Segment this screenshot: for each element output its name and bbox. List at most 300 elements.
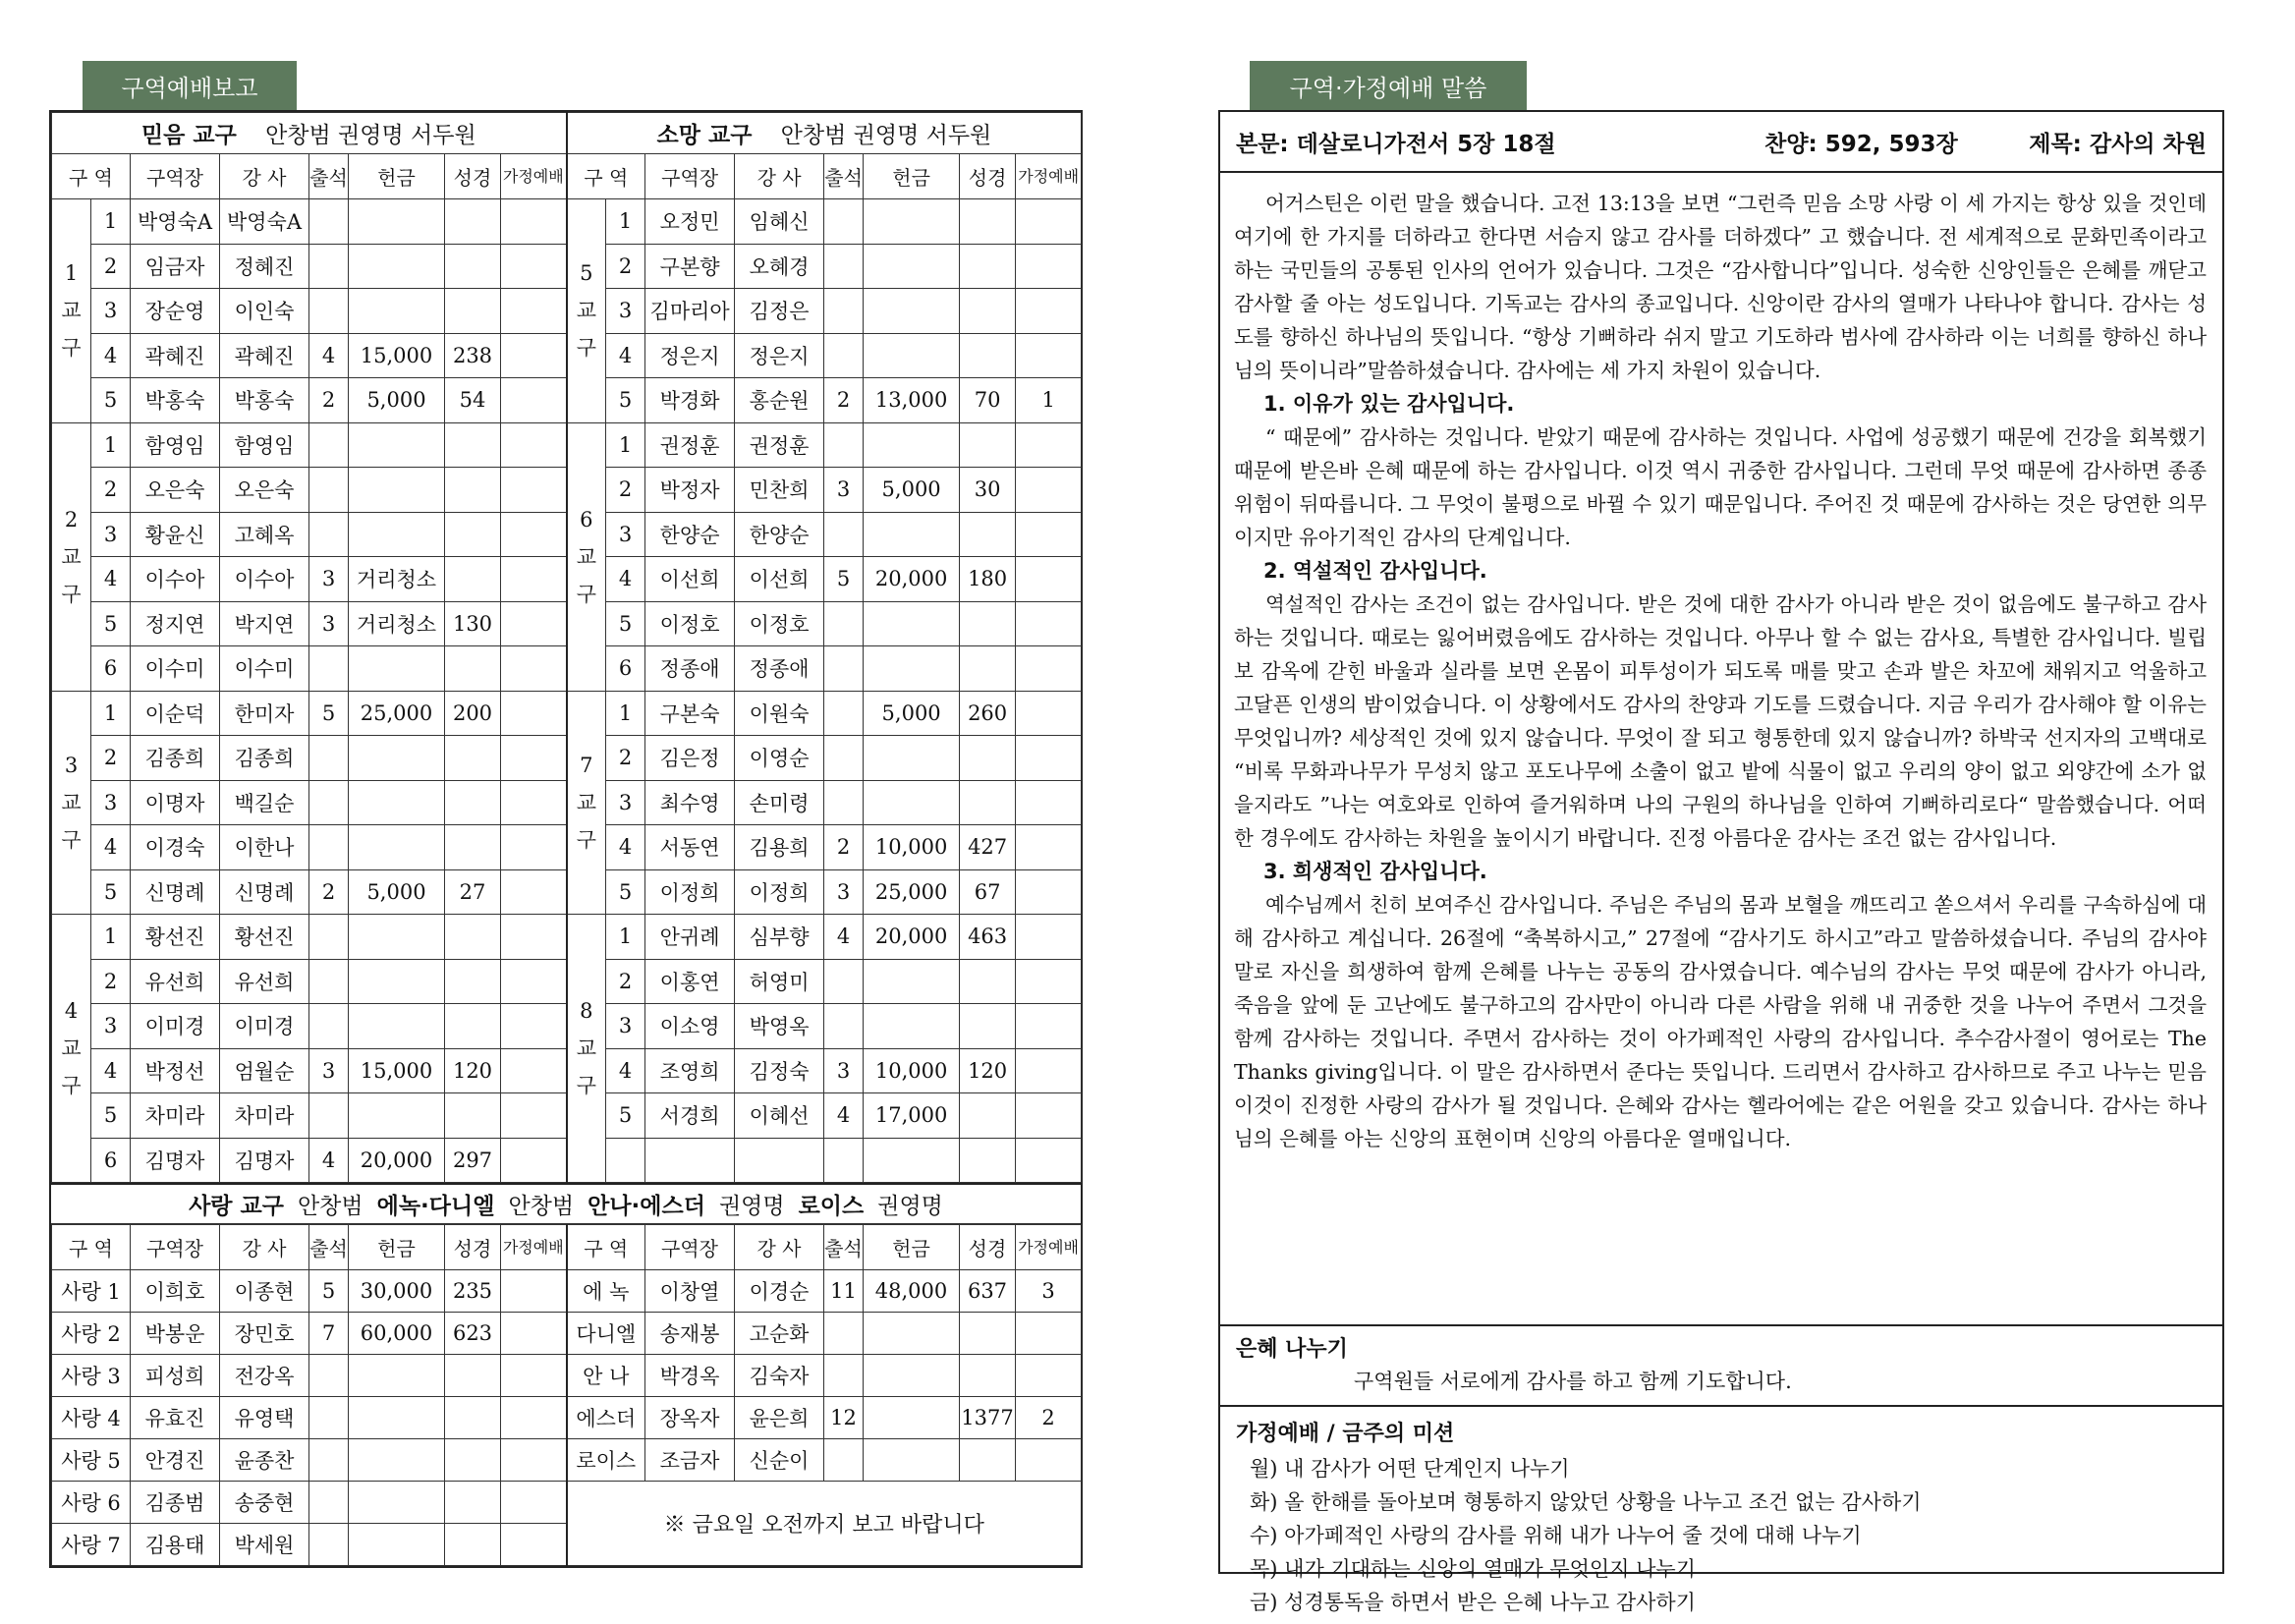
table-cell: 거리청소 [349,557,445,602]
sermon-paragraph: 역설적인 감사는 조건이 없는 감사입니다. 받은 것에 대한 감사가 아니라 받은 것이 없음에도 불구하고 감사하는 것입니다. 때로는 잃어버렸음에도 감사하는 것입니다. 아무나 할 수 없는 감사요, 특별한 감사입니다. 빌립보 감옥에 갇힌 바울과 실라를 보면 온몸이 피투성이가 되도록 매를 맞고 손과 발은 차꼬에 채워지고 억울하고 고달픈 인생의 밤이었습니다. 이 상황에서도 감사의 찬양과 기도를 드렸습니다. 지금 우리가 감사해야 할 이유는 무엇입니까? 세상적인 것에 있지 않습니다. 무엇이 잘 되고 형통한데 있지 않습니까? 하박국 선지자의 고백대로 “비록 무화과나무가 무성치 않고 포도나무에 소출이 없고 밭에 식물이 없고 우리의 양이 없고 외양간에 소가 없을지라도 ”나는 여호와로 인하여 즐거워하며 나의 구원의 하나님을 인하여 기뻐하리로다“ 말씀했습니다. 어떠한 경우에도 감사하는 차원을 높이시기 바랍니다. 진정 아름다운 감사는 조건 없는 감사입니다. [1234,592,2207,850]
table-cell [501,1138,567,1183]
table-cell [1016,1355,1082,1397]
table-cell: 이명자 [131,780,220,825]
column-header: 성경 [445,154,501,199]
district-leaders: 안창범 [297,1194,364,1219]
column-header: 구 역 [567,1225,645,1270]
table-cell: 이정호 [735,601,824,646]
table-cell [501,1355,567,1397]
table-cell [445,512,501,557]
table-cell: 정종애 [735,646,824,692]
table-cell: 김마리아 [645,289,735,334]
table-row [52,199,1082,245]
table-cell: 윤종찬 [220,1439,309,1482]
table-cell: 11 [824,1270,864,1313]
table-row [52,1482,1082,1524]
column-header: 구역장 [645,154,735,199]
table-cell: 120 [960,1048,1016,1093]
table-cell: 3 [91,289,131,334]
table-cell [501,601,567,646]
weekly-mission-section [1220,1405,2222,1624]
table-cell: 정종애 [645,646,735,692]
empty-cell [1016,1138,1082,1183]
table-cell: 구본향 [645,244,735,289]
table-cell: 623 [445,1313,501,1355]
table-cell [445,825,501,870]
table-cell: 4 [606,1048,645,1093]
table-cell [1016,736,1082,781]
table-row [52,1270,1082,1313]
table-cell [960,1093,1016,1139]
table-cell: 김은정 [645,736,735,781]
table-cell: 황윤신 [131,512,220,557]
table-cell: 박지연 [220,601,309,646]
table-cell: 이수아 [220,557,309,602]
table-cell: 5 [91,869,131,915]
table-cell [864,1313,960,1355]
table-cell: 곽혜진 [131,333,220,378]
table-cell [445,1093,501,1139]
sermon-title: 제목: 감사의 차원 [2029,131,2207,157]
report-panel [49,110,1083,1568]
table-cell: 120 [445,1048,501,1093]
district-leaders: 안창범 권영명 서두원 [257,123,476,148]
table-cell [309,1524,349,1566]
table-cell: 7 [309,1313,349,1355]
table-cell: 차미라 [131,1093,220,1139]
district-name: 로이스 [798,1194,865,1219]
table-cell [349,289,445,334]
column-header: 가정예배 [1016,154,1082,199]
table-cell [445,1439,501,1482]
table-cell: 이경순 [735,1270,824,1313]
table-cell [445,244,501,289]
table-cell [445,422,501,468]
sermon-body [1220,173,2222,1324]
column-header: 구역장 [131,1225,220,1270]
table-cell [1016,869,1082,915]
table-cell [1016,333,1082,378]
table-cell: 15,000 [349,1048,445,1093]
table-cell: 박영옥 [735,1004,824,1049]
table-cell [445,1482,501,1524]
table-cell: 함영임 [131,422,220,468]
table-cell [960,959,1016,1004]
table-cell [864,1355,960,1397]
table-cell [824,959,864,1004]
table-row [52,1397,1082,1439]
column-header: 출석 [824,154,864,199]
table-cell: 3 [606,1004,645,1049]
table-cell [349,1439,445,1482]
table-cell: 5 [309,1270,349,1313]
table-cell: 박경옥 [645,1355,735,1397]
table-cell: 13,000 [864,378,960,423]
table-cell: 30,000 [349,1270,445,1313]
table-cell [960,1313,1016,1355]
table-cell: 장순영 [131,289,220,334]
table-cell [501,378,567,423]
table-cell [960,1004,1016,1049]
table-cell: 민찬희 [735,468,824,513]
table-cell [960,199,1016,245]
table-cell: 이정호 [645,601,735,646]
table-cell: 이홍연 [645,959,735,1004]
empty-cell [824,1138,864,1183]
table-cell: 이인숙 [220,289,309,334]
table-cell: 180 [960,557,1016,602]
table-cell: 김종범 [131,1482,220,1524]
column-header: 성경 [445,1225,501,1270]
table-cell: 오은숙 [131,468,220,513]
table-header-row [52,1225,1082,1270]
table-cell: 297 [445,1138,501,1183]
table-cell: 오은숙 [220,468,309,513]
table-cell: 권정훈 [735,422,824,468]
empty-cell [960,1138,1016,1183]
table-cell [824,780,864,825]
column-header: 성경 [960,1225,1016,1270]
table-row [52,691,1082,736]
table-header-row [52,154,1082,199]
table-cell: 3 [606,289,645,334]
table-cell: 12 [824,1397,864,1439]
column-header: 헌금 [864,154,960,199]
table-cell [864,199,960,245]
table-cell [1016,1093,1082,1139]
table-cell: 오정민 [645,199,735,245]
table-cell: 정지연 [131,601,220,646]
table-cell: 20,000 [349,1138,445,1183]
section-tab-sermon: 구역·가정예배 말씀 [1250,61,1527,110]
table-cell [501,244,567,289]
table-cell: 허영미 [735,959,824,1004]
table-cell [309,1397,349,1439]
group-label: 6 교 구 [567,422,606,691]
column-header: 헌금 [349,154,445,199]
table-cell: 에 녹 [567,1270,645,1313]
table-cell: 3 [91,512,131,557]
table-cell: 박세원 [220,1524,309,1566]
district-name: 안나·에스더 [588,1194,705,1219]
table-cell: 3 [91,780,131,825]
table-cell: 유효진 [131,1397,220,1439]
table-cell [309,736,349,781]
table-cell [309,1093,349,1139]
group-label: 2 교 구 [52,422,91,691]
table-cell: 김명자 [220,1138,309,1183]
table-cell: 권정훈 [645,422,735,468]
table-cell: 3 [1016,1270,1082,1313]
table-cell: 장옥자 [645,1397,735,1439]
table-cell: 안경진 [131,1439,220,1482]
column-header: 강 사 [735,1225,824,1270]
table-cell [960,1439,1016,1482]
sermon-point-heading: 1. 이유가 있는 감사입니다. [1263,392,1515,416]
table-cell [349,468,445,513]
table-cell: 박봉운 [131,1313,220,1355]
table-cell: 곽혜진 [220,333,309,378]
table-cell [960,1355,1016,1397]
table-row [52,1439,1082,1482]
table-cell: 함영임 [220,422,309,468]
table-cell [309,780,349,825]
table-row [52,1313,1082,1355]
table-cell [349,780,445,825]
grace-sharing-title: 은혜 나누기 [1236,1337,1348,1362]
table-cell: 이수미 [131,646,220,692]
table-cell [824,601,864,646]
table-cell: 박영숙A [220,199,309,245]
table-cell: 4 [824,915,864,960]
table-cell: 30 [960,468,1016,513]
table-cell: 130 [445,601,501,646]
column-header: 강 사 [735,154,824,199]
table-cell: 1 [606,199,645,245]
table-cell: 2 [91,959,131,1004]
sermon-paragraph: 어거스틴은 이런 말을 했습니다. 고전 13:13을 보면 “그런즉 믿음 소망 사랑 이 세 가지는 항상 있을 것인데 여기에 한 가지를 더하라고 한다면 서슴지 않고 감사를 더하겠다” 고 했습니다. 전 세계적으로 문화민족이라고 하는 국민들의 공통된 인사의 언어가 있습니다. 그것은 “감사합니다”입니다. 성숙한 신앙인들은 은혜를 깨닫고 감사할 줄 아는 성도입니다. 기독교는 감사의 종교입니다. 신앙이란 감사의 열매가 나타나야 합니다. 감사는 성도를 향하신 하나님의 뜻입니다. “항상 기뻐하라 쉬지 말고 기도하라 범사에 감사하라 이는 너희를 향하신 하나님의 뜻이니라”말씀하셨습니다. 감사에는 세 가지 차원이 있습니다. [1234,192,2207,382]
table-cell [501,468,567,513]
table-cell [864,244,960,289]
table-cell: 3 [91,1004,131,1049]
district-title [567,113,1082,154]
table-cell [960,422,1016,468]
table-cell: 신명례 [131,869,220,915]
table-cell: 3 [824,1048,864,1093]
sarang-district-title [51,1183,1081,1224]
table-cell: 안귀례 [645,915,735,960]
table-cell: 유선희 [131,959,220,1004]
table-cell [501,557,567,602]
table-cell [309,1355,349,1397]
table-cell: 1 [606,691,645,736]
table-cell: 2 [91,468,131,513]
table-cell [445,915,501,960]
table-cell [501,1524,567,1566]
table-cell: 이수미 [220,646,309,692]
table-cell [501,646,567,692]
mission-item: 목) 내가 기대하는 신앙의 열매가 무엇인지 나누기 [1250,1557,1696,1581]
table-cell: 사랑 7 [52,1524,131,1566]
table-cell: 거리청소 [349,601,445,646]
column-header: 헌금 [349,1225,445,1270]
empty-cell [606,1138,645,1183]
table-cell: 로이스 [567,1439,645,1482]
table-cell [864,736,960,781]
column-header: 가정예배 [501,1225,567,1270]
table-cell [824,736,864,781]
column-header: 구역장 [645,1225,735,1270]
table-cell [309,422,349,468]
table-cell: 한양순 [645,512,735,557]
table-cell: 25,000 [349,691,445,736]
table-cell: 4 [824,1093,864,1139]
table-cell [1016,244,1082,289]
column-header: 강 사 [220,1225,309,1270]
table-cell [1016,646,1082,692]
group-label: 7 교 구 [567,691,606,915]
table-cell [1016,825,1082,870]
table-cell [501,691,567,736]
table-cell: 이정희 [735,869,824,915]
table-cell: 3 [606,780,645,825]
table-cell: 송중현 [220,1482,309,1524]
table-cell [1016,1439,1082,1482]
table-cell: 박영숙A [131,199,220,245]
table-cell: 이소영 [645,1004,735,1049]
table-cell: 637 [960,1270,1016,1313]
table-cell [824,1439,864,1482]
sermon-header [1220,112,2222,173]
table-cell: 67 [960,869,1016,915]
table-cell: 2 [91,736,131,781]
table-cell [1016,199,1082,245]
table-cell [445,646,501,692]
table-cell [309,289,349,334]
table-cell [349,1482,445,1524]
column-header: 구 역 [52,154,131,199]
table-cell [445,780,501,825]
table-cell: 15,000 [349,333,445,378]
table-cell [960,646,1016,692]
table-cell [501,1439,567,1482]
table-cell: 윤은희 [735,1397,824,1439]
table-cell: 송재봉 [645,1313,735,1355]
table-cell: 고순화 [735,1313,824,1355]
column-header: 헌금 [864,1225,960,1270]
table-cell [309,646,349,692]
table-cell: 4 [91,825,131,870]
table-cell [824,691,864,736]
table-cell [864,512,960,557]
district-leaders: 안창범 권영명 서두원 [773,123,992,148]
mission-item: 수) 아가페적인 사랑의 감사를 위해 내가 나누어 줄 것에 대해 나누기 [1250,1524,1862,1547]
table-cell [864,1439,960,1482]
table-cell [960,289,1016,334]
table-cell: 사랑 3 [52,1355,131,1397]
table-cell: 이선희 [735,557,824,602]
table-cell: 이정희 [645,869,735,915]
sermon-point-heading: 2. 역설적인 감사입니다. [1263,559,1487,583]
district-name: 믿음 교구 [140,123,237,148]
group-label: 8 교 구 [567,915,606,1183]
table-cell: 임금자 [131,244,220,289]
column-header: 성경 [960,154,1016,199]
table-cell: 427 [960,825,1016,870]
table-cell [1016,289,1082,334]
table-cell: 김용태 [131,1524,220,1566]
table-cell [1016,601,1082,646]
column-header: 가정예배 [501,154,567,199]
table-cell [1016,915,1082,960]
sermon-paragraph: “ 때문에” 감사하는 것입니다. 받았기 때문에 감사하는 것입니다. 사업에 성공했기 때문에 건강을 회복했기 때문에 받은바 은혜 때문에 하는 감사입니다. 이것 역시 귀중한 감사입니다. 그런데 무엇 때문에 감사하면 종종 위험이 뒤따릅니다. 그 무엇이 불평으로 바뀔 수 있기 때문입니다. 주어진 것 때문에 감사하는 것은 당연한 의무이지만 유아기적인 감사의 단계입니다. [1234,425,2207,549]
table-cell [445,557,501,602]
district-leaders: 권영명 [877,1194,943,1219]
table-cell [864,601,960,646]
table-cell: 박정선 [131,1048,220,1093]
table-cell: 구본숙 [645,691,735,736]
table-cell: 5 [91,1093,131,1139]
table-cell [501,1313,567,1355]
empty-cell [645,1138,735,1183]
table-cell [501,199,567,245]
table-cell: 한양순 [735,512,824,557]
table-cell: 2 [309,378,349,423]
table-cell [501,1093,567,1139]
table-cell: 4 [91,557,131,602]
table-cell: 4 [606,333,645,378]
table-cell: 박경화 [645,378,735,423]
table-cell: 4 [606,825,645,870]
table-cell: 48,000 [864,1270,960,1313]
table-cell [309,1482,349,1524]
table-cell: 5 [606,378,645,423]
table-cell: 신순이 [735,1439,824,1482]
table-cell [960,780,1016,825]
table-cell: 3 [824,468,864,513]
table-cell [1016,1004,1082,1049]
table-cell: 박홍숙 [220,378,309,423]
table-cell: 10,000 [864,1048,960,1093]
table-cell: 이경숙 [131,825,220,870]
table-cell [864,289,960,334]
table-cell: 에스더 [567,1397,645,1439]
district-report-table [51,112,1082,1183]
table-cell: 1 [91,422,131,468]
table-cell: 한미자 [220,691,309,736]
table-cell: 이선희 [645,557,735,602]
table-cell: 사랑 1 [52,1270,131,1313]
group-label: 4 교 구 [52,915,91,1183]
column-header: 구역장 [131,154,220,199]
table-cell: 1 [91,199,131,245]
table-cell [349,959,445,1004]
table-cell [445,1397,501,1439]
table-cell: 김종희 [220,736,309,781]
table-cell [501,959,567,1004]
table-cell: 조금자 [645,1439,735,1482]
sermon-point-heading: 3. 희생적인 감사입니다. [1263,860,1487,883]
table-cell [824,244,864,289]
table-cell [445,959,501,1004]
table-cell: 김정은 [735,289,824,334]
section-tab-report: 구역예배보고 [83,61,297,110]
table-cell: 5 [606,1093,645,1139]
table-cell: 1 [91,915,131,960]
table-cell: 54 [445,378,501,423]
table-cell [349,1355,445,1397]
table-cell: 235 [445,1270,501,1313]
table-cell [1016,959,1082,1004]
table-cell: 황선진 [220,915,309,960]
table-cell: 25,000 [864,869,960,915]
table-cell: 엄월순 [220,1048,309,1093]
table-cell: 홍순원 [735,378,824,423]
table-cell [445,1524,501,1566]
table-cell [501,1482,567,1524]
table-cell: 10,000 [864,825,960,870]
table-cell [445,1355,501,1397]
column-header: 가정예배 [1016,1225,1082,1270]
column-header: 구 역 [52,1225,131,1270]
table-cell: 6 [91,646,131,692]
table-cell [501,869,567,915]
table-cell: 2 [1016,1397,1082,1439]
weekly-mission-title: 가정예배 / 금주의 미션 [1236,1422,1455,1446]
table-cell [349,1004,445,1049]
table-cell: 1 [1016,378,1082,423]
table-cell: 70 [960,378,1016,423]
